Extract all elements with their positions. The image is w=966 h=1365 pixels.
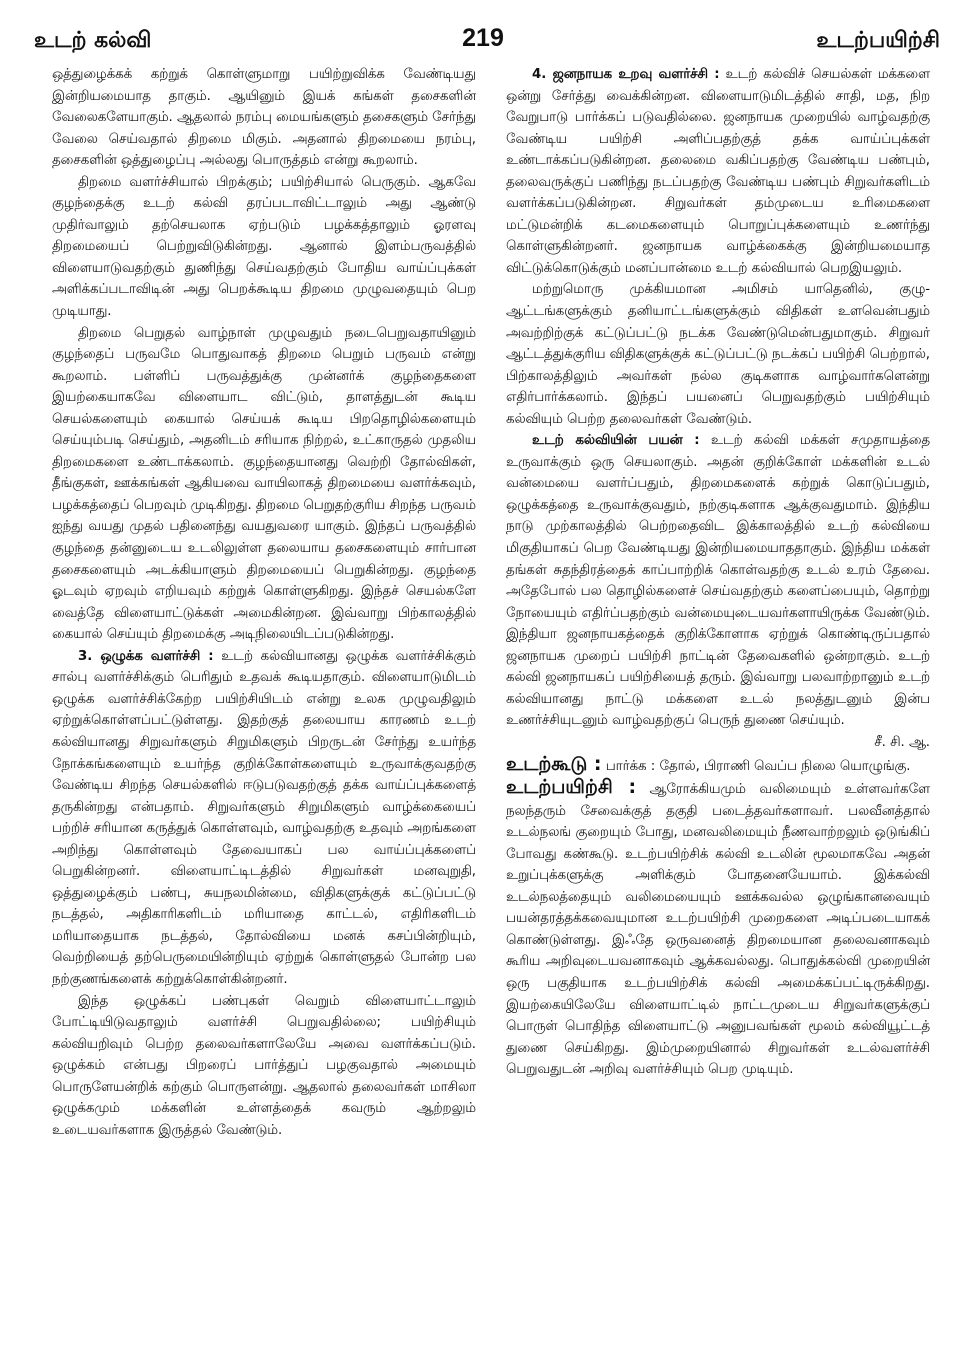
entry-text: ஆரோக்கியமும் வலிமையும் உள்ளவர்களே நலந்தரும் சேவைக்குத் தகுதி படைத்தவர்களாவர். பலவீனத்தால் உடல்நலங் குறையும் போது, மனவலிமையும் நீணவாற்றலும் ஒடுங்கிப் போவது கண்கூடு. உடற்பயிற்சிக் கல்வி உடலின் மூலமாகவே அதன் உறுப்புக்களுக்கு அளிக்கும் போதனையேயாம். இக்கல்வி உடல்நலத்தையும் வலிமையையும் ஊக்கவல்ல ஒழுங்கானவையும் பயன்தரத்தக்கவையுமான உடற்பயிற்சி முறைகளை அடிப்படையாகக் கொண்டுள்ளது. இஃதே ஒருவனைத் திறமையான தலைவனாகவும் கூரிய அறிவுடையவனாகவும் ஆக்கவல்லது. பொதுக்கல்வி முறையின் ஒரு பகுதியாக உடற்பயிற்சிக் கல்வி அமைக்கப்பட்டிருக்கிறது. இயற்கையிலேயே விளையாட்டில் நாட்டமுடைய சிறுவர்களுக்குப் பொருள் பொதிந்த விளையாட்டு அனுபவங்கள் மூலம் கல்வியூட்டத் துணை செய்கிறது. இம்முறையினால் சிறுவர்கள் உடல்வளர்ச்சி பெறுவதுடன் அறிவு வளர்ச்சியும் பெற முடியும். (506, 782, 931, 1078)
author-initials: சீ. சி. ஆ. (874, 734, 930, 750)
section-paragraph (52, 646, 476, 991)
entry-headword: உடற்பயிற்சி : (506, 776, 637, 799)
section-text: உடற் கல்விச் செயல்கள் மக்களை ஒன்று சேர்த்து வைக்கின்றன. விளையாடுமிடத்தில் சாதி, மத, நிற வேறுபாடு பார்க்கப் படுவதில்லை. ஜனநாயக முறையில் வாழ்வதற்கு வேண்டிய பயிற்சி அளிப்பதற்குத் தக்க வாய்ப்புக்கள் உண்டாக்கப்படுகின்றன. தலைமை வகிப்பதற்கு வேண்டிய பண்பும், தலைவருக்குப் பணிந்து நடப்பதற்கு வேண்டிய பண்பும் சிறுவர்களிடம் வளர்க்கப்படுகின்றன. சிறுவர்கள் தம்முடைய உரிமைகளை மட்டுமன்றிக் கடமைகளையும் பொறுப்புக்களையும் உணர்ந்து கொள்ளுகின்றனர். ஜனநாயக வாழ்க்கைக்கு இன்றியமையாத விட்டுக்கொடுக்கும் மனப்பான்மை உடற் கல்வியால் பெறஇயலும். (506, 67, 931, 276)
entry-headword: உடற்கூடு : (506, 752, 602, 775)
running-head-right: உடற்பயிற்சி (816, 28, 940, 53)
paragraph: மற்றுமொரு முக்கியமான அமிசம் யாதெனில், குழு-ஆட்டங்களுக்கும் தனியாட்டங்களுக்கும் விதிகள் உளவென்பதும் அவற்றிற்குக் கட்டுப்பட்டு நடக்க வேண்டுமென்பதுமாகும். சிறுவர் ஆட்டத்துக்குரிய விதிகளுக்குக் கட்டுப்பட்டு நடக்கப் பயிற்சி பெற்றால், பிற்காலத்திலும் அவர்கள் நல்ல குடிகளாக வாழ்வார்களென்று எதிர்பார்க்கலாம். இந்தப் பயனைப் பெறுவதற்கும் பயிற்சியும் கல்வியும் பெற்ற தலைவர்கள் வேண்டும். (506, 282, 930, 427)
paragraph: திறமை வளர்ச்சியால் பிறக்கும்; பயிற்சியால் பெருகும். ஆகவே குழந்தைக்கு உடற் கல்வி தரப்படாவிட்டாலும் அது ஆண்டு முதிர்வாலும் தற்செயலாக ஏற்படும் பழக்கத்தாலும் ஓரளவு திறமையைப் பெற்றுவிடுகின்றது. ஆனால் இளம்பருவத்தில் விளையாடுவதற்கும் துணிந்து செய்வதற்கும் போதிய வாய்ப்புக்கள் அளிக்கப்படாவிடின் அது பெறக்கூடிய திறமை முழுவதையும் பெற முடியாது. (52, 174, 476, 320)
paragraph: ஒத்துழைக்கக் கற்றுக் கொள்ளுமாறு பயிற்றுவிக்க வேண்டியது இன்றியமையாத தாகும். ஆயினும் இயக் கங்கள் தசைகளின் வேலைகளேயாகும். ஆதலால் நரம்பு மையங்களும் தசைகளும் சேர்ந்து வேலை செய்வதால் திறமை மிகும். அதனால் திறமையை நரம்பு, தசைகளின் ஒத்துழைப்பு அல்லது பொருத்தம் என்று கூறலாம். (52, 67, 476, 169)
section-heading: 3. ஒழுக்க வளர்ச்சி : (78, 648, 214, 664)
section-text: உடற் கல்வியானது ஒழுக்க வளர்ச்சிக்கும் சால்பு வளர்ச்சிக்கும் பெரிதும் உதவக் கூடியதாகும். விளையாடுமிடம் ஒழுக்க வளர்ச்சிக்கேற்ற பயிற்சியிடம் என்று உலக முழுவதிலும் ஏற்றுக்கொள்ளப்பட்டுள்ளது. இதற்குத் தலையாய காரணம் உடற் கல்வியானது சிறுவர்களும் சிறுமிகளும் பிறருடன் சேர்ந்து உயர்ந்த நோக்கங்களையும் உயர்ந்த குறிக்கோள்களையும் உருவாக்குவதற்கு வேண்டிய சிறந்த செயல்களில் ஈடுபடுவதற்குத் தக்க வாய்ப்புக்களைத் தருகின்றது என்பதாம். சிறுவர்களும் சிறுமிகளும் வாழ்க்கையைப் பற்றிச் சரியான கருத்துக் கொள்ளவும், வாழ்வதற்கு உதவும் அறங்களை அறிந்து கொள்ளவும் தேவையாகப் பல வாய்ப்புக்களைப் பெறுகின்றனர். விளையாட்டிடத்தில் சிறுவர்கள் மனவுறுதி, ஒத்துழைக்கும் பண்பு, சுயநலமின்மை, விதிகளுக்குக் கட்டுப்பட்டு நடத்தல், அதிகாரிகளிடம் மரியாதை காட்டல், எதிரிகளிடம் மரியாதையாக நடத்தல், தோல்வியை மனக் கசப்பின்றியும், வெற்றியைத் தற்பெருமையின்றியும் ஏற்றுக் கொள்ளுதல் போன்ற பல நற்குணங்களைக் கற்றுக்கொள்கின்றனர். (52, 648, 476, 987)
paragraph: இந்த ஒழுக்கப் பண்புகள் வெறும் விளையாட்டாலும் போட்டியிடுவதாலும் வளர்ச்சி பெறுவதில்லை; பயிற்சியும் கல்வியறிவும் பெற்ற தலைவர்களாலேயே அவை வளர்க்கப்படும். ஒழுக்கம் என்பது பிறரைப் பார்த்துப் பழகுவதால் அமையும் பொருளேயன்றிக் கற்கும் பொருளன்று. ஆதலால் தலைவர்கள் மாசிலா ஒழுக்கமும் மக்களின் உள்ளத்தைக் கவரும் ஆற்றலும் உடையவர்களாக இருத்தல் வேண்டும். (52, 993, 476, 1138)
paragraph: திறமை பெறுதல் வாழ்நாள் முழுவதும் நடைபெறுவதாயினும் குழந்தைப் பருவமே பொதுவாகத் திறமை பெறும் பருவம் என்று கூறலாம். பள்ளிப் பருவத்துக்கு முன்னர்க் குழந்தைகளை இயற்கையாகவே விளையாட விட்டும், தாளத்துடன் கூடிய செயல்களையும் கையால் செய்யக் கூடிய பிறதொழில்களையும் செய்யும்படி செய்தும், அதனிடம் சரியாக நிற்றல், உட்காருதல் முதலிய திறமைகளை உண்டாக்கலாம். குழந்தையானது வெற்றி தோல்விகள், தீங்குகள், ஊக்கங்கள் ஆகியவை வாயிலாகத் திறமையை வளர்க்கவும், பழக்கத்தைப் பெறவும் முடிகிறது. திறமை பெறுதற்குரிய சிறந்த பருவம் ஐந்து வயது முதல் பதினைந்து வயதுவரை யாகும். இந்தப் பருவத்தில் குழந்தை தன்னுடைய உடலிலுள்ள தலையாய தசைகளையும் சார்பான தசைகளையும் அடக்கியாளும் திறமையைப் பெறுகின்றது. குழந்தை ஓடவும் ஏறவும் எறியவும் கற்றுக் கொள்ளுகிறது. இந்தச் செயல்களே வைத்தே விளையாட்டுக்கள் அமைகின்றன. இவ்வாறு பிற்காலத்தில் கையால் செய்யும் திறமைக்கு அடிநிலையிடப்படுகின்றது. (52, 325, 476, 643)
section-paragraph (506, 430, 930, 753)
left-column (52, 64, 476, 1141)
section-paragraph (506, 64, 930, 279)
page-header (0, 0, 966, 60)
right-column (506, 64, 930, 1081)
section-heading: உடற் கல்வியின் பயன் : (532, 433, 700, 449)
page-number: 219 (462, 24, 504, 52)
cross-reference: பார்க்க : தோல், பிராணி வெப்ப நிலை யொழுங்கு. (605, 758, 911, 774)
running-head-left: உடற் கல்வி (34, 28, 152, 53)
section-text: உடற் கல்வி மக்கள் சமுதாயத்தை உருவாக்கும் ஒரு செயலாகும். அதன் குறிக்கோள் மக்களின் உடல் வன்மையை வளர்ப்பதும், திறமைகளைக் கற்றுக் கொடுப்பதும், ஒழுக்கத்தை உருவாக்குவதும், நற்குடிகளாக ஆக்குவதுமாம். இந்திய நாடு முற்காலத்தில் பெற்றதைவிட இக்காலத்தில் உடற் கல்வியை மிகுதியாகப் பெற வேண்டியது இன்றியமையாததாகும். இந்திய மக்கள் தங்கள் சுதந்திரத்தைக் காப்பாற்றிக் கொள்வதற்கு உடல் உரம் தேவை. அதேபோல் பல தொழில்களைச் செய்வதற்கும் களைப்பையும், தொற்று நோயையும் எதிர்ப்பதற்கும் வன்மையுடையவர்களாயிருக்க வேண்டும். இந்தியா ஜனநாயகத்தைக் குறிக்கோளாக ஏற்றுக் கொண்டிருப்பதால் ஜனநாயக முறைப் பயிற்சி நாட்டின் தேவைகளில் ஒன்றாகும். உடற் கல்வி ஜனநாயகப் பயிற்சியைத் தரும். இவ்வாறு பலவாற்றானும் உடற் கல்வியானது நாட்டு மக்களை உடல் நலத்துடனும் இன்ப உணர்ச்சியுடனும் வாழ்வதற்குப் பெருந் துணை செய்யும். (506, 433, 930, 729)
entry-paragraph (506, 777, 930, 1081)
entry-paragraph (506, 754, 930, 778)
section-heading: 4. ஜனநாயக உறவு வளர்ச்சி : (532, 67, 720, 82)
